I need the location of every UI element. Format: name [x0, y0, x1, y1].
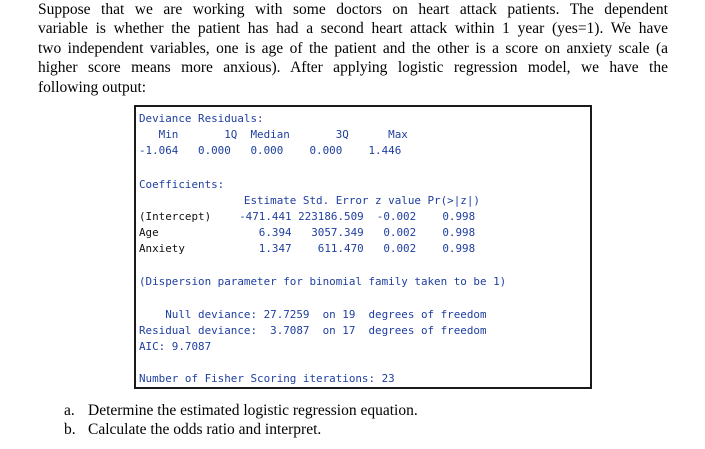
coefficient-label: Anxiety — [139, 242, 212, 255]
question-item — [64, 421, 418, 440]
coefficient-values: 6.394 3057.349 0.002 0.998 — [226, 226, 476, 239]
coefficients-header: Estimate Std. Error z value Pr(>|z|) — [139, 194, 480, 207]
question-letter: a. — [64, 402, 75, 419]
deviance-residuals-title: Deviance Residuals: — [139, 112, 264, 125]
coefficients-title: Coefficients: — [139, 178, 225, 191]
coefficient-values: -471.441 223186.509 -0.002 0.998 — [226, 210, 476, 223]
null-deviance: Null deviance: 27.7259 on 19 degrees of freedom — [139, 308, 487, 321]
coefficient-label: (Intercept) — [139, 210, 212, 223]
deviance-residuals-header: Min 1Q Median 3Q Max — [139, 128, 408, 141]
problem-line: following output: — [38, 78, 147, 96]
coefficient-label: Age — [139, 226, 212, 239]
question-list — [64, 402, 418, 439]
question-text: Determine the estimated logistic regression equation. — [88, 402, 418, 419]
fisher-iterations: Number of Fisher Scoring iterations: 23 — [139, 372, 395, 385]
question-item — [64, 402, 418, 421]
question-letter: b. — [64, 420, 76, 438]
regression-output-box — [134, 105, 592, 389]
question-text: Calculate the odds ratio and interpret. — [88, 420, 322, 438]
coefficient-values: 1.347 611.470 0.002 0.998 — [226, 242, 476, 255]
problem-statement — [38, 0, 668, 97]
problem-line: higher score means more anxious). After applying logistic regression model, we have the — [38, 59, 668, 77]
dispersion-note: (Dispersion parameter for binomial family taken to be 1) — [139, 275, 507, 288]
aic-value: AIC: 9.7087 — [139, 340, 212, 353]
problem-line: two independent variables, one is age of the patient and the other is a score on anxiety scale (a — [38, 39, 668, 57]
problem-line: variable is whether the patient has had a second heart attack within 1 year (yes=1). We have — [38, 20, 668, 38]
deviance-residuals-values: -1.064 0.000 0.000 0.000 1.446 — [139, 144, 402, 157]
problem-line: Suppose that we are working with some doctors on heart attack patients. The dependent — [38, 1, 668, 18]
residual-deviance: Residual deviance: 3.7087 on 17 degrees of freedom — [139, 324, 487, 337]
